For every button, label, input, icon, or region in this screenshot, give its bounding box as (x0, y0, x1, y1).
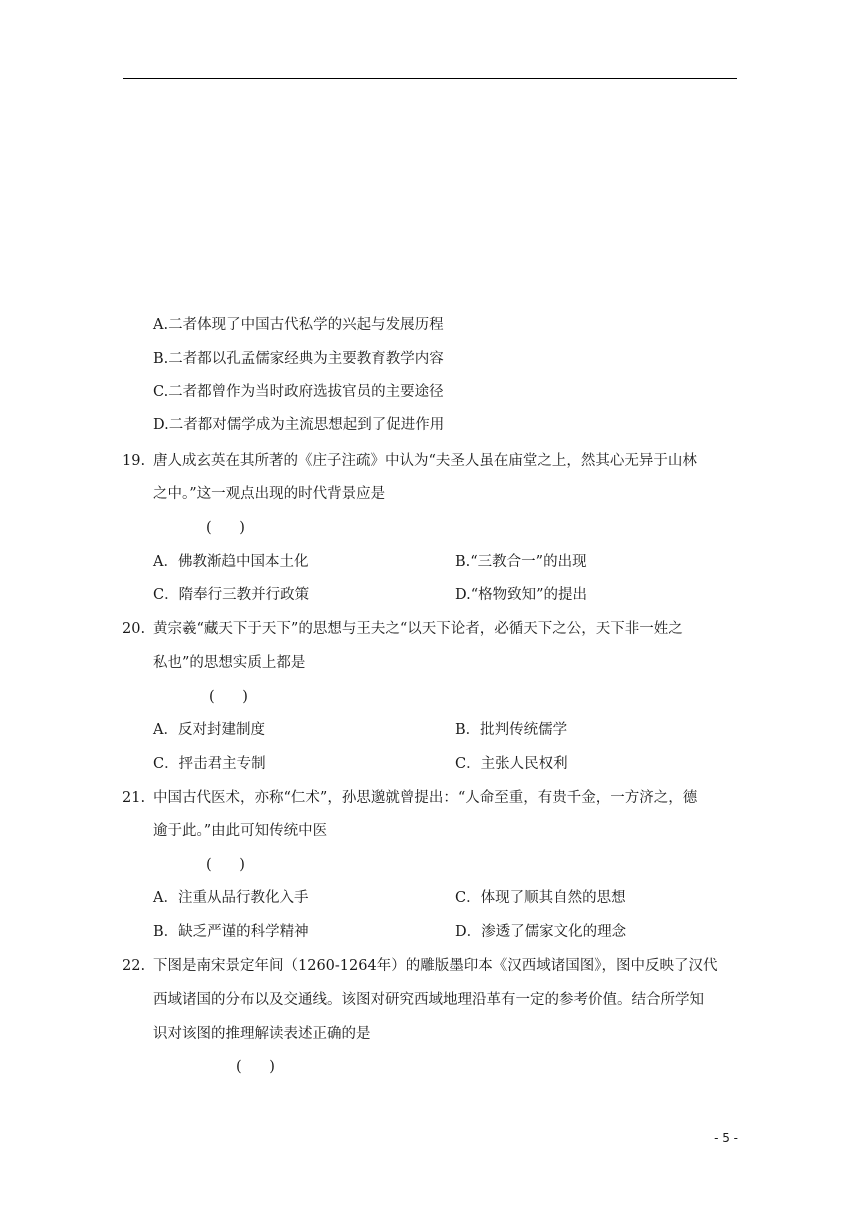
question-21-stem-line1: 中国古代医术，亦称“仁术”，孙思邈就曾提出：“人命至重，有贵千金，一方济之，德 (153, 790, 698, 806)
question-19-option-c: C．隋奉行三教并行政策 (153, 587, 310, 603)
question-19-option-b: B.“三教合一”的出现 (455, 554, 587, 570)
question-21-number: 21. (122, 790, 146, 806)
question-19-stem-line2: 之中。”这一观点出现的时代背景应是 (153, 486, 386, 502)
question-20-stem-line2: 私也”的思想实质上都是 (153, 655, 306, 671)
page-number: - 5 - (714, 1131, 738, 1145)
question-21-option-3: B．缺乏严谨的科学精神 (153, 924, 309, 940)
question-19-stem-line1: 唐人成玄英在其所著的《庄子注疏》中认为“夫圣人虽在庙堂之上，然其心无异于山林 (153, 453, 697, 469)
question-22-answer-blank: ( ) (236, 1059, 275, 1075)
question-20-option-d: C．主张人民权利 (455, 756, 568, 772)
question-20-option-a: A．反对封建制度 (153, 722, 265, 738)
option-prev-a: A.二者体现了中国古代私学的兴起与发展历程 (153, 317, 444, 333)
question-19-option-d: D.“格物致知”的提出 (455, 587, 588, 603)
question-20-number: 20. (122, 621, 146, 637)
option-prev-c: C.二者都曾作为当时政府选拔官员的主要途径 (153, 384, 444, 400)
question-20-option-b: B．批判传统儒学 (455, 722, 568, 738)
header-rule (123, 78, 737, 79)
question-22-stem-line2: 西域诸国的分布以及交通线。该图对研究西域地理沿革有一定的参考价值。结合所学知 (153, 992, 704, 1008)
option-prev-d: D.二者都对儒学成为主流思想起到了促进作用 (153, 417, 445, 433)
question-20-option-c: C．抨击君主专制 (153, 756, 266, 772)
question-19-answer-blank: ( ) (206, 520, 245, 536)
question-22-number: 22. (122, 958, 146, 974)
question-20-stem-line1: 黄宗羲“藏天下于天下”的思想与王夫之“以天下论者，必循天下之公，天下非一姓之 (153, 621, 683, 637)
question-21-option-4: D．渗透了儒家文化的理念 (455, 924, 627, 940)
question-21-option-1: A．注重从品行教化入手 (153, 890, 309, 906)
question-21-answer-blank: ( ) (206, 857, 245, 873)
question-20-answer-blank: ( ) (209, 689, 248, 705)
question-22-stem-line1: 下图是南宋景定年间（1260-1264年）的雕版墨印本《汉西域诸国图》，图中反映了汉代 (153, 958, 718, 974)
question-21-stem-line2: 逾于此。”由此可知传统中医 (153, 823, 328, 839)
question-22-stem-line3: 识对该图的推理解读表述正确的是 (153, 1026, 371, 1042)
question-21-option-2: C．体现了顺其自然的思想 (455, 890, 626, 906)
question-19-number: 19. (122, 453, 146, 469)
option-prev-b: B.二者都以孔孟儒家经典为主要教育教学内容 (153, 351, 444, 367)
question-19-option-a: A．佛教渐趋中国本土化 (153, 554, 309, 570)
